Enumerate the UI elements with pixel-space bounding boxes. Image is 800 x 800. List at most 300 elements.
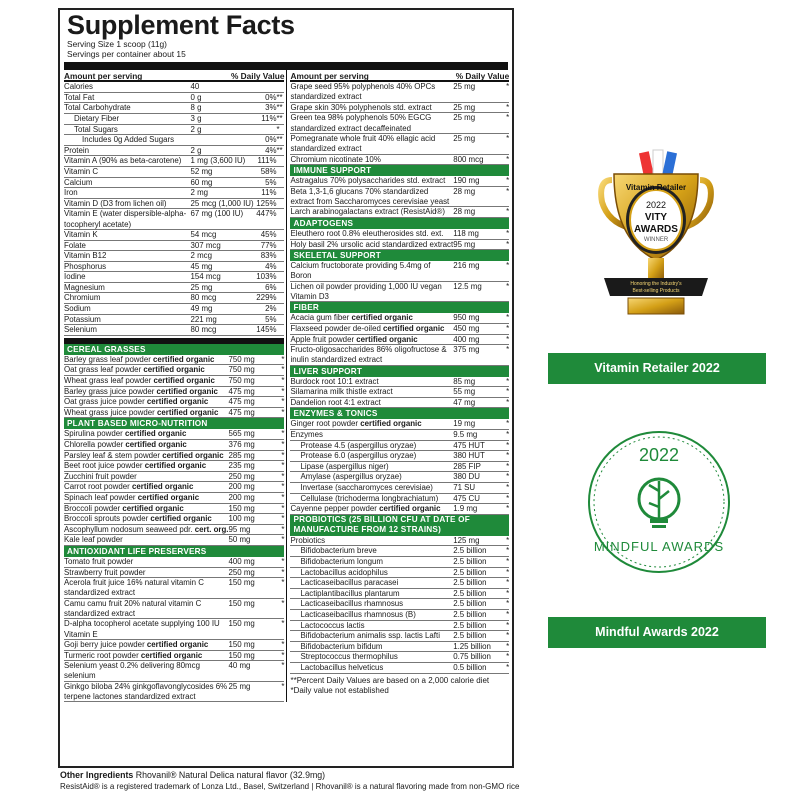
certified-organic-text: certified organic [146, 639, 209, 649]
ingredient-star: * [506, 228, 510, 238]
ingredient-amount: 380 HUT [453, 451, 485, 461]
nutrient-row [64, 325, 284, 336]
ingredient-star: * [281, 650, 285, 660]
ingredient-row [290, 113, 509, 134]
nutrient-amount: 49 mg [190, 304, 213, 314]
ingredient-row [64, 451, 284, 462]
nutrient-amount: 1 mg (3,600 IU) [190, 156, 246, 166]
ingredient-row [290, 187, 509, 208]
footnotes [290, 674, 509, 696]
ingredient-name [290, 155, 453, 166]
nutrient-row [64, 93, 284, 104]
ingredient-text: Probiotics [290, 535, 326, 545]
vitamin-retailer-badge: Vitamin Retailer 2022 [548, 353, 766, 384]
ingredient-row [64, 661, 284, 682]
nutrient-name: Vitamin C [64, 166, 99, 176]
nutrient-name: Vitamin E (water dispersible-alpha-tocopheryl acetate) [64, 209, 187, 229]
ingredient-row [290, 621, 509, 632]
ingredient-text: Lactobacillus helveticus [300, 662, 384, 672]
ingredient-row [290, 652, 509, 663]
nutrient-dv: 4% [265, 145, 277, 155]
certified-organic-text: certified organic [153, 376, 215, 386]
ingredient-star: * [506, 451, 510, 461]
nutrient-dv: 111% [257, 156, 277, 166]
ingredient-row [64, 514, 284, 525]
ingredient-amount: 25 mg [453, 82, 476, 92]
nutrient-note: ** [276, 135, 283, 145]
ingredient-amount: 800 mcg [453, 154, 484, 164]
ingredient-name [64, 482, 228, 493]
ingredient-name [290, 504, 453, 515]
ingredient-star: * [281, 619, 285, 629]
certified-organic-text: certified organic [153, 354, 215, 364]
ingredient-amount: 25 mg [453, 113, 476, 123]
nutrient-amount: 2 mcg [190, 251, 212, 261]
ingredient-row [64, 440, 284, 451]
ingredient-star: * [506, 430, 510, 440]
ingredient-amount: 285 mg [228, 450, 255, 460]
ingredient-star: * [506, 461, 510, 471]
ingredient-text: Wheat grass leaf powder [64, 376, 154, 386]
ingredient-name [64, 472, 228, 483]
column-header [64, 70, 284, 82]
ingredient-star: * [506, 207, 510, 217]
ingredient-row [290, 134, 509, 155]
ingredient-name [290, 441, 453, 452]
nutrient-dv: 145% [256, 325, 277, 335]
trophy-line2: AWARDS [634, 224, 678, 235]
dv-header: % Daily Value [230, 71, 285, 82]
section-header: LIVER SUPPORT [290, 366, 509, 377]
ingredient-name [290, 568, 453, 579]
nutrient-dv: 0% [265, 92, 277, 102]
nutrient-dv: 83% [260, 251, 277, 261]
certified-organic-text: certified organic [379, 504, 441, 514]
other-ingredients-label: Other Ingredients [60, 770, 134, 780]
nutrient-name: Potassium [64, 314, 101, 324]
nutrient-note: ** [276, 92, 283, 102]
nutrient-dv: 4% [265, 261, 277, 271]
ingredient-star: * [506, 102, 510, 112]
nutrient-row [64, 209, 284, 230]
ingredient-name [64, 408, 228, 419]
nutrient-row [64, 82, 284, 93]
ingredient-star: * [506, 113, 510, 123]
nutrient-row [64, 156, 284, 167]
supplement-facts-panel [58, 8, 514, 768]
ingredient-text: Acerola fruit juice 16% natural vitamin C standardized extract [64, 578, 204, 598]
mindful-year: 2022 [638, 445, 680, 465]
ingredient-name [290, 387, 453, 398]
ingredient-text: Eleuthero root 0.8% eleutherosides std. ext. [290, 228, 444, 238]
nutrient-amount: 45 mg [190, 261, 213, 271]
ingredient-text: Fructo-oligosaccharides 86% oligofructose & inulin standardized extract [290, 345, 447, 365]
section-header: ANTIOXIDANT LIFE PRESERVERS [64, 546, 284, 557]
ingredient-name [64, 640, 228, 651]
ingredient-name [64, 493, 228, 504]
nutrient-amount: 0 g [190, 92, 202, 102]
ingredient-text: Parsley leaf & stem powder [64, 450, 163, 460]
ingredient-name [290, 345, 453, 366]
ingredient-star: * [281, 471, 285, 481]
section-header: PLANT BASED MICRO-NUTRITION [64, 418, 284, 429]
nutrient-dv: 447% [256, 209, 277, 219]
ingredient-text: Beta 1,3-1,6 glucans 70% standardized extract from Saccharomyces cerevisiae yeast [290, 186, 450, 207]
ingredient-star: * [281, 461, 285, 471]
ingredient-star: * [506, 620, 510, 630]
ingredient-star: * [506, 82, 510, 92]
ingredient-amount: 25 mg [228, 681, 251, 691]
ingredient-name [290, 282, 453, 303]
ingredient-amount: 150 mg [228, 598, 255, 608]
ingredient-row [64, 387, 284, 398]
ingredient-row [290, 229, 509, 240]
ingredient-name [290, 652, 453, 663]
ingredient-text: Lactobacillus acidophilus [300, 567, 388, 577]
ingredient-row [64, 504, 284, 515]
nutrient-row [64, 251, 284, 262]
ingredient-row [290, 610, 509, 621]
ingredient-star: * [281, 365, 285, 375]
ingredient-row [64, 376, 284, 387]
ingredient-amount: 150 mg [228, 503, 255, 513]
nutrient-dv: 11% [261, 113, 277, 123]
nutrient-note: * [276, 124, 280, 134]
nutrient-name: Folate [64, 240, 86, 250]
nutrient-row [64, 103, 284, 114]
certified-organic-text: certified organic [131, 482, 194, 492]
ingredient-text: Invertase (saccharomyces cerevisiae) [300, 483, 433, 493]
ingredient-row [64, 557, 284, 568]
ingredient-text: Chlorella powder [64, 440, 126, 449]
ingredient-row [290, 324, 509, 335]
nutrient-row [64, 167, 284, 178]
ingredient-amount: 25 mg [453, 133, 476, 143]
ingredient-text: Larch arabinogalactans extract (ResistAid®) [290, 207, 445, 217]
ingredient-star: * [506, 535, 510, 545]
ingredient-amount: 475 mg [228, 397, 255, 407]
ingredient-name [290, 663, 453, 674]
ingredient-star: * [506, 323, 510, 333]
certified-organic-text: certified organic [162, 450, 224, 460]
ingredient-row [290, 557, 509, 568]
ingredient-name [64, 535, 228, 546]
ingredient-star: * [506, 387, 510, 397]
ingredient-row [64, 461, 284, 472]
nutrient-amount: 40 [190, 82, 200, 92]
nutrient-amount: 2 g [190, 124, 202, 134]
ingredient-name [290, 240, 453, 251]
right-column [287, 70, 509, 702]
ingredient-row [64, 651, 284, 662]
certified-organic-text: certified organic [383, 323, 445, 333]
ingredient-name [290, 176, 453, 187]
ingredient-star: * [506, 334, 510, 344]
trophy-line1: VITY [644, 212, 668, 223]
ingredient-amount: 150 mg [228, 639, 255, 649]
ingredient-name [64, 651, 228, 662]
ingredient-name [290, 419, 453, 430]
ingredient-star: * [281, 567, 285, 577]
nutrient-name: Vitamin D (D3 from lichen oil) [64, 198, 167, 208]
ingredient-star: * [281, 524, 285, 534]
ingredient-text: Astragalus 70% polysaccharides std. extract [290, 176, 446, 186]
nutrient-amount: 80 mcg [190, 293, 217, 303]
section-header: PROBIOTICS (25 BILLION CFU AT DATE OF MANUFACTURE FROM 12 STRAINS) [290, 515, 509, 536]
ingredient-row [290, 462, 509, 473]
ingredient-star: * [281, 450, 285, 460]
ingredient-amount: 750 mg [228, 354, 255, 364]
ingredient-text: Lacticaseibacillus rhamnosus [300, 599, 404, 609]
ingredient-text: Oat grass leaf powder [64, 365, 144, 375]
section-header: ENZYMES & TONICS [290, 408, 509, 419]
ingredient-name [64, 661, 228, 682]
ingredient-star: * [281, 429, 285, 439]
ingredient-row [290, 494, 509, 505]
ingredient-amount: 1.25 billion [453, 641, 491, 651]
nutrient-amount: 52 mg [190, 166, 213, 176]
section-header: IMMUNE SUPPORT [290, 165, 509, 176]
nutrient-name: Vitamin K [64, 229, 98, 239]
ingredient-row [290, 472, 509, 483]
ingredient-name [290, 589, 453, 600]
ingredient-row [64, 640, 284, 651]
ingredient-row [290, 663, 509, 674]
ingredient-row [290, 282, 509, 303]
lightbulb-brain-icon [639, 479, 679, 528]
nutrient-amount: 2 g [190, 145, 202, 155]
ingredient-star: * [506, 176, 510, 186]
other-ingredients-text: Rhovanil® Natural Delica natural flavor (32.9mg) [133, 770, 326, 780]
nutrient-amount: 8 g [190, 103, 202, 113]
ingredient-star: * [506, 345, 510, 355]
ingredient-star: * [506, 599, 510, 609]
ingredient-star: * [506, 397, 510, 407]
ingredient-name [290, 621, 453, 632]
ingredient-star: * [281, 503, 285, 513]
ingredient-amount: 85 mg [453, 376, 476, 386]
nutrient-amount: 25 mg [190, 282, 213, 292]
ingredient-star: * [506, 557, 510, 566]
ingredient-amount: 71 SU [453, 483, 476, 493]
ingredient-amount: 2.5 billion [453, 599, 487, 609]
nutrient-amount: 25 mcg (1,000 IU) [190, 198, 254, 208]
divider-bar [64, 62, 508, 70]
nutrient-name: Magnesium [64, 282, 105, 292]
ingredient-amount: 750 mg [228, 365, 255, 375]
ingredient-name [290, 134, 453, 155]
ingredient-row [290, 546, 509, 557]
ingredient-name [290, 494, 453, 505]
ingredient-text: Ascophyllum nodosum seaweed pdr. [64, 524, 195, 534]
ingredient-text: Calcium fructoborate providing 5.4mg of Boron [290, 261, 431, 281]
ingredient-star: * [506, 376, 510, 386]
ingredient-row [64, 535, 284, 546]
nutrient-name: Selenium [64, 325, 97, 335]
ingredient-star: * [506, 652, 510, 662]
nutrient-name: Chromium [64, 293, 101, 303]
ingredient-row [290, 504, 509, 515]
ingredient-text: Amylase (aspergillus oryzae) [300, 472, 402, 482]
nutrient-list [64, 82, 284, 336]
mindful-text: MINDFUL AWARDS [593, 539, 725, 554]
ingredient-amount: 376 mg [228, 440, 255, 449]
nutrient-note: ** [276, 103, 283, 113]
ingredient-row [290, 377, 509, 388]
ingredient-amount: 475 mg [228, 386, 255, 396]
ingredient-row [290, 578, 509, 589]
ingredient-name [64, 387, 228, 398]
ingredient-amount: 400 mg [228, 556, 255, 566]
ingredient-star: * [506, 261, 510, 271]
nutrient-name: Phosphorus [64, 261, 107, 271]
ingredient-amount: 28 mg [453, 186, 476, 196]
nutrient-amount: 154 mcg [190, 272, 221, 282]
ingredient-text: Barley grass juice powder [64, 386, 157, 396]
ingredient-amount: 95 mg [453, 239, 476, 249]
nutrient-name: Protein [64, 145, 90, 155]
ingredient-text: Beet root juice powder [64, 461, 145, 471]
ingredient-text: Bifidobacterium longum [300, 557, 383, 566]
ingredient-text: Goji berry juice powder [64, 639, 147, 649]
ingredient-name [290, 451, 453, 462]
ingredient-name [64, 397, 228, 408]
ingredient-name [290, 483, 453, 494]
ingredient-star: * [281, 354, 285, 364]
ingredient-text: Turmeric root powder [64, 650, 141, 660]
ingredient-amount: 200 mg [228, 482, 255, 492]
ingredient-row [290, 419, 509, 430]
nutrient-amount: 67 mg (100 IU) [190, 209, 244, 219]
ingredient-row [290, 430, 509, 441]
ingredient-text: Flaxseed powder de-oiled [290, 323, 384, 333]
trademark-note: ResistAid® is a registered trademark of Lonza Ltd., Basel, Switzerland | Rhovanil® is a natural flavoring made from non-GMO rice [60, 782, 520, 791]
ingredient-name [64, 365, 228, 376]
ingredient-amount: 50 mg [228, 535, 251, 545]
ingredient-amount: 475 HUT [453, 440, 485, 450]
ingredient-star: * [506, 281, 510, 291]
mindful-awards-badge: Mindful Awards 2022 [548, 617, 766, 648]
nutrient-amount: 221 mg [190, 314, 217, 324]
amount-header: Amount per serving [64, 71, 143, 82]
ingredient-text: Protease 4.5 (aspergillus oryzae) [300, 440, 417, 450]
ingredient-text: Lichen oil powder providing 1,000 IU vegan Vitamin D3 [290, 281, 442, 302]
nutrient-name: Dietary Fiber [74, 113, 120, 123]
ingredient-star: * [281, 407, 285, 417]
ingredient-text: Selenium yeast 0.2% delivering 80mcg selenium [64, 661, 200, 681]
ingredient-star: * [281, 639, 285, 649]
nutrient-row [64, 178, 284, 189]
servings-per-container: Servings per container about 15 [67, 48, 186, 59]
nutrient-row [64, 315, 284, 326]
footnote-not-established: *Daily value not established [290, 685, 389, 695]
nutrient-amount: 307 mcg [190, 240, 221, 250]
nutrient-dv: 2% [265, 304, 277, 314]
nutrient-name: Iodine [64, 272, 86, 282]
ingredient-name [290, 229, 453, 240]
ingredient-row [290, 176, 509, 187]
ingredient-amount: 9.5 mg [453, 430, 478, 440]
nutrient-name: Total Fat [64, 92, 95, 102]
ingredient-text: Protease 6.0 (aspergillus oryzae) [300, 451, 417, 461]
ingredient-text: Carrot root powder [64, 482, 132, 492]
certified-organic-text: certified organic [144, 461, 207, 471]
ingredient-amount: 450 mg [453, 323, 480, 333]
nutrient-dv: 45% [260, 229, 277, 239]
ingredient-text: Spinach leaf powder [64, 492, 138, 502]
ingredient-row [290, 631, 509, 642]
certified-organic-text: certified organic [146, 397, 209, 407]
trophy-brand: Vitamin Retailer [625, 183, 687, 192]
ingredient-amount: 55 mg [453, 387, 476, 397]
ingredient-amount: 95 mg [228, 524, 251, 534]
ingredient-amount: 2.5 billion [453, 631, 487, 641]
ingredient-text: Enzymes [290, 430, 323, 440]
ingredient-row [290, 261, 509, 282]
ingredient-name [64, 682, 228, 703]
other-ingredients [60, 770, 760, 792]
ingredient-amount: 235 mg [228, 461, 255, 471]
ingredient-amount: 2.5 billion [453, 546, 487, 556]
ingredient-text: Grape skin 30% polyphenols std. extract [290, 102, 432, 112]
ingredient-row [290, 335, 509, 346]
certified-organic-text: certified organic [140, 650, 203, 660]
nutrient-row [64, 125, 284, 136]
ingredient-text: Cayenne pepper powder [290, 504, 380, 514]
ingredient-text: Tomato fruit powder [64, 556, 134, 566]
ingredient-amount: 400 mg [453, 334, 480, 344]
ingredient-amount: 0.5 billion [453, 662, 487, 672]
ingredient-row [64, 578, 284, 599]
ingredient-star: * [506, 631, 510, 641]
ingredient-text: Ginkgo biloba 24% ginkgoflavonglycosides 6% terpene lactones standardized extract [64, 681, 228, 701]
ingredient-text: Lacticaseibacillus rhamnosus (B) [300, 609, 416, 619]
nutrient-dv: 11% [261, 188, 277, 198]
section-header: CEREAL GRASSES [64, 344, 284, 355]
ingredient-name [64, 461, 228, 472]
ingredient-text: Bifidobacterium animalis ssp. lactis Lafti [300, 631, 440, 641]
certified-organic-text: cert. org. [194, 524, 229, 534]
ingredient-name [64, 504, 228, 515]
nutrient-name: Vitamin A (90% as beta-carotene) [64, 156, 182, 166]
ingredient-text: Zucchini fruit powder [64, 471, 137, 481]
ingredient-amount: 565 mg [228, 429, 255, 439]
ingredient-star: * [281, 514, 285, 524]
ingredient-row [290, 345, 509, 366]
ingredient-amount: 200 mg [228, 492, 255, 502]
ingredient-star: * [506, 493, 510, 503]
ingredient-row [290, 441, 509, 452]
nutrient-name: Iron [64, 188, 78, 198]
ingredient-text: Camu camu fruit 20% natural vitamin C standardized extract [64, 598, 202, 619]
ingredient-name [290, 472, 453, 483]
ingredient-row [64, 365, 284, 376]
ingredient-star: * [506, 440, 510, 450]
ingredient-name [64, 514, 228, 525]
ingredient-row [64, 482, 284, 493]
certified-organic-text: certified organic [125, 440, 187, 449]
ingredient-name [290, 261, 453, 282]
ingredient-row [290, 103, 509, 114]
ingredient-text: Holy basil 2% ursolic acid standardized extract [290, 239, 454, 249]
ingredient-amount: 2.5 billion [453, 578, 487, 588]
ingredient-row [290, 398, 509, 409]
ingredient-text: Cellulase (trichoderma longbrachiatum) [300, 493, 439, 503]
ingredient-star: * [281, 376, 285, 386]
ingredient-name [290, 335, 453, 346]
ingredient-star: * [281, 535, 285, 545]
nutrient-dv: 5% [265, 177, 277, 187]
